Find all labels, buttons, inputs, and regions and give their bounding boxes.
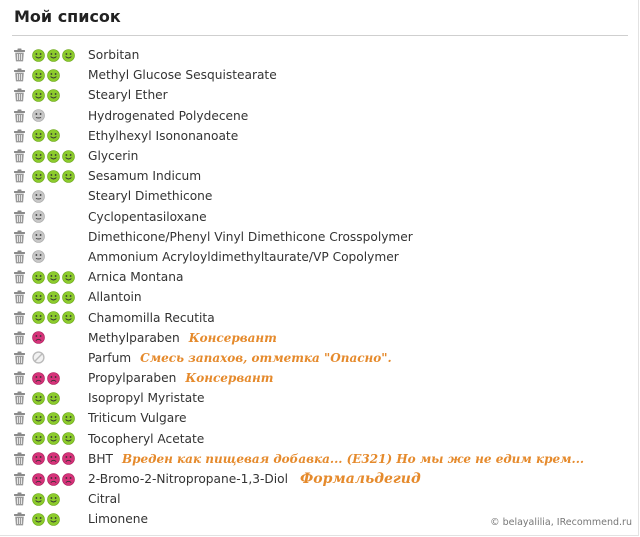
ingredient-name[interactable]: Sorbitan	[88, 48, 140, 63]
ingredient-row	[13, 247, 633, 267]
title-divider	[12, 35, 628, 36]
ingredient-name[interactable]: BHT	[88, 451, 113, 466]
trash-icon[interactable]	[13, 169, 26, 183]
smiley-good-icon	[62, 271, 75, 284]
trash-icon[interactable]	[13, 88, 26, 102]
ingredient-row	[13, 408, 633, 428]
smiley-good-icon	[47, 49, 60, 62]
trash-icon[interactable]	[13, 411, 26, 425]
rating-faces	[32, 170, 87, 183]
ingredient-row	[13, 287, 633, 307]
ingredient-row	[13, 469, 633, 489]
ingredient-name[interactable]: Parfum	[88, 350, 132, 365]
smiley-good-icon	[32, 311, 45, 324]
trash-icon[interactable]	[13, 512, 26, 526]
smiley-good-icon	[32, 513, 45, 526]
ingredient-row	[13, 429, 633, 449]
smiley-good-icon	[32, 412, 45, 425]
smiley-good-icon	[32, 150, 45, 163]
smiley-bad-icon	[62, 452, 75, 465]
ingredient-name[interactable]: Tocopheryl Acetate	[88, 431, 205, 446]
ingredient-name[interactable]: Limonene	[88, 512, 148, 527]
ingredient-row	[13, 489, 633, 509]
ingredient-name[interactable]: Citral	[88, 492, 121, 507]
ingredient-name[interactable]: Ethylhexyl Isononanoate	[88, 128, 239, 143]
smiley-good-icon	[32, 49, 45, 62]
smiley-good-icon	[32, 392, 45, 405]
smiley-good-icon	[62, 170, 75, 183]
ingredient-row	[13, 388, 633, 408]
smiley-bad-icon	[32, 473, 45, 486]
trash-icon[interactable]	[13, 351, 26, 365]
watermark: © belayalilia, IRecommend.ru	[490, 517, 632, 528]
rating-faces	[32, 372, 87, 385]
ingredient-row	[13, 328, 633, 348]
rating-faces	[32, 89, 87, 102]
ingredient-row	[13, 307, 633, 327]
smiley-bad-icon	[32, 452, 45, 465]
smiley-bad-icon	[47, 473, 60, 486]
ingredient-name[interactable]: Propylparaben	[88, 371, 177, 386]
smiley-neutral-icon	[32, 250, 45, 263]
trash-icon[interactable]	[13, 331, 26, 345]
ingredient-row	[13, 227, 633, 247]
trash-icon[interactable]	[13, 452, 26, 466]
rating-faces	[32, 473, 87, 486]
smiley-good-icon	[62, 311, 75, 324]
smiley-good-icon	[62, 49, 75, 62]
smiley-good-icon	[47, 392, 60, 405]
smiley-good-icon	[32, 89, 45, 102]
ingredient-list	[13, 45, 633, 530]
smiley-good-icon	[32, 271, 45, 284]
trash-icon[interactable]	[13, 391, 26, 405]
handwritten-note: Вреден как пищевая добавка... (E321) Но мы же не едим крем...	[121, 451, 585, 466]
smiley-good-icon	[32, 129, 45, 142]
rating-faces	[32, 230, 87, 243]
ingredient-name[interactable]: Glycerin	[88, 149, 139, 164]
smiley-good-icon	[47, 311, 60, 324]
ingredient-row	[13, 166, 633, 186]
smiley-bad-icon	[32, 372, 45, 385]
ingredient-name[interactable]: Methylparaben	[88, 330, 180, 345]
trash-icon[interactable]	[13, 109, 26, 123]
ingredient-name[interactable]: Allantoin	[88, 290, 142, 305]
rating-faces	[32, 392, 87, 405]
handwritten-note: Смесь запахов, отметка "Опасно".	[140, 350, 392, 365]
smiley-neutral-icon	[32, 109, 45, 122]
smiley-good-icon	[47, 129, 60, 142]
ingredient-name[interactable]: 2-Bromo-2-Nitropropane-1,3-Diol	[88, 472, 289, 487]
rating-faces	[32, 432, 87, 445]
smiley-neutral-icon	[32, 190, 45, 203]
handwritten-note: Консервант	[188, 330, 277, 345]
ingredient-row	[13, 126, 633, 146]
smiley-good-icon	[32, 493, 45, 506]
rating-faces	[32, 493, 87, 506]
ingredient-name[interactable]: Dimethicone/Phenyl Vinyl Dimethicone Crosspolymer	[88, 229, 413, 244]
rating-faces	[32, 250, 87, 263]
ingredient-row	[13, 207, 633, 227]
ingredient-row	[13, 368, 633, 388]
trash-icon[interactable]	[13, 432, 26, 446]
ingredient-name[interactable]: Stearyl Dimethicone	[88, 189, 213, 204]
ingredient-row	[13, 146, 633, 166]
rating-faces	[32, 311, 87, 324]
rating-faces	[32, 190, 87, 203]
ingredient-name[interactable]: Stearyl Ether	[88, 88, 168, 103]
smiley-good-icon	[32, 291, 45, 304]
trash-icon[interactable]	[13, 210, 26, 224]
handwritten-note: Формальдегид	[300, 471, 421, 488]
rating-faces	[32, 129, 87, 142]
trash-icon[interactable]	[13, 129, 26, 143]
trash-icon[interactable]	[13, 250, 26, 264]
trash-icon[interactable]	[13, 311, 26, 325]
trash-icon[interactable]	[13, 48, 26, 62]
ingredient-name[interactable]: Hydrogenated Polydecene	[88, 108, 249, 123]
smiley-bad-icon	[47, 452, 60, 465]
smiley-bad-icon	[62, 473, 75, 486]
smiley-good-icon	[47, 493, 60, 506]
trash-icon[interactable]	[13, 68, 26, 82]
ingredient-name[interactable]: Isopropyl Myristate	[88, 391, 205, 406]
ingredient-name[interactable]: Methyl Glucose Sesquistearate	[88, 68, 277, 83]
trash-icon[interactable]	[13, 189, 26, 203]
rating-faces	[32, 210, 87, 223]
trash-icon[interactable]	[13, 290, 26, 304]
smiley-good-icon	[47, 69, 60, 82]
page-title: Мой список	[14, 7, 121, 26]
smiley-good-icon	[47, 513, 60, 526]
ingredient-name[interactable]: Triticum Vulgare	[88, 411, 187, 426]
trash-icon[interactable]	[13, 230, 26, 244]
rating-faces	[32, 271, 87, 284]
rating-faces	[32, 49, 87, 62]
rating-faces	[32, 109, 87, 122]
rating-faces	[32, 452, 87, 465]
ingredient-row	[13, 106, 633, 126]
ingredient-row	[13, 267, 633, 287]
smiley-good-icon	[47, 412, 60, 425]
smiley-good-icon	[47, 271, 60, 284]
ingredient-row	[13, 186, 633, 206]
smiley-good-icon	[32, 432, 45, 445]
smiley-bad-icon	[47, 372, 60, 385]
ingredient-name[interactable]: Arnica Montana	[88, 270, 184, 285]
smiley-good-icon	[32, 170, 45, 183]
smiley-bad-icon	[32, 331, 45, 344]
smiley-good-icon	[62, 150, 75, 163]
trash-icon[interactable]	[13, 270, 26, 284]
rating-faces	[32, 351, 87, 364]
smiley-good-icon	[47, 89, 60, 102]
rating-faces	[32, 150, 87, 163]
smiley-neutral-icon	[32, 230, 45, 243]
trash-icon[interactable]	[13, 492, 26, 506]
ingredient-row	[13, 85, 633, 105]
trash-icon[interactable]	[13, 149, 26, 163]
ingredient-row	[13, 45, 633, 65]
rating-faces	[32, 69, 87, 82]
rating-faces	[32, 331, 87, 344]
smiley-good-icon	[62, 412, 75, 425]
smiley-good-icon	[47, 170, 60, 183]
ingredient-row	[13, 348, 633, 368]
smiley-good-icon	[47, 432, 60, 445]
ingredient-row	[13, 449, 633, 469]
rating-faces	[32, 412, 87, 425]
handwritten-note: Консервант	[185, 371, 274, 386]
ingredient-name[interactable]: Chamomilla Recutita	[88, 310, 215, 325]
ingredient-name[interactable]: Ammonium Acryloyldimethyltaurate/VP Copolymer	[88, 249, 399, 264]
smiley-neutral-icon	[32, 210, 45, 223]
trash-icon[interactable]	[13, 371, 26, 385]
ingredient-row	[13, 65, 633, 85]
smiley-good-icon	[62, 432, 75, 445]
ingredient-name[interactable]: Cyclopentasiloxane	[88, 209, 207, 224]
no-data-icon	[32, 351, 45, 364]
rating-faces	[32, 513, 87, 526]
smiley-good-icon	[47, 291, 60, 304]
smiley-good-icon	[62, 291, 75, 304]
smiley-good-icon	[47, 150, 60, 163]
smiley-good-icon	[32, 69, 45, 82]
ingredient-name[interactable]: Sesamum Indicum	[88, 169, 202, 184]
trash-icon[interactable]	[13, 472, 26, 486]
rating-faces	[32, 291, 87, 304]
